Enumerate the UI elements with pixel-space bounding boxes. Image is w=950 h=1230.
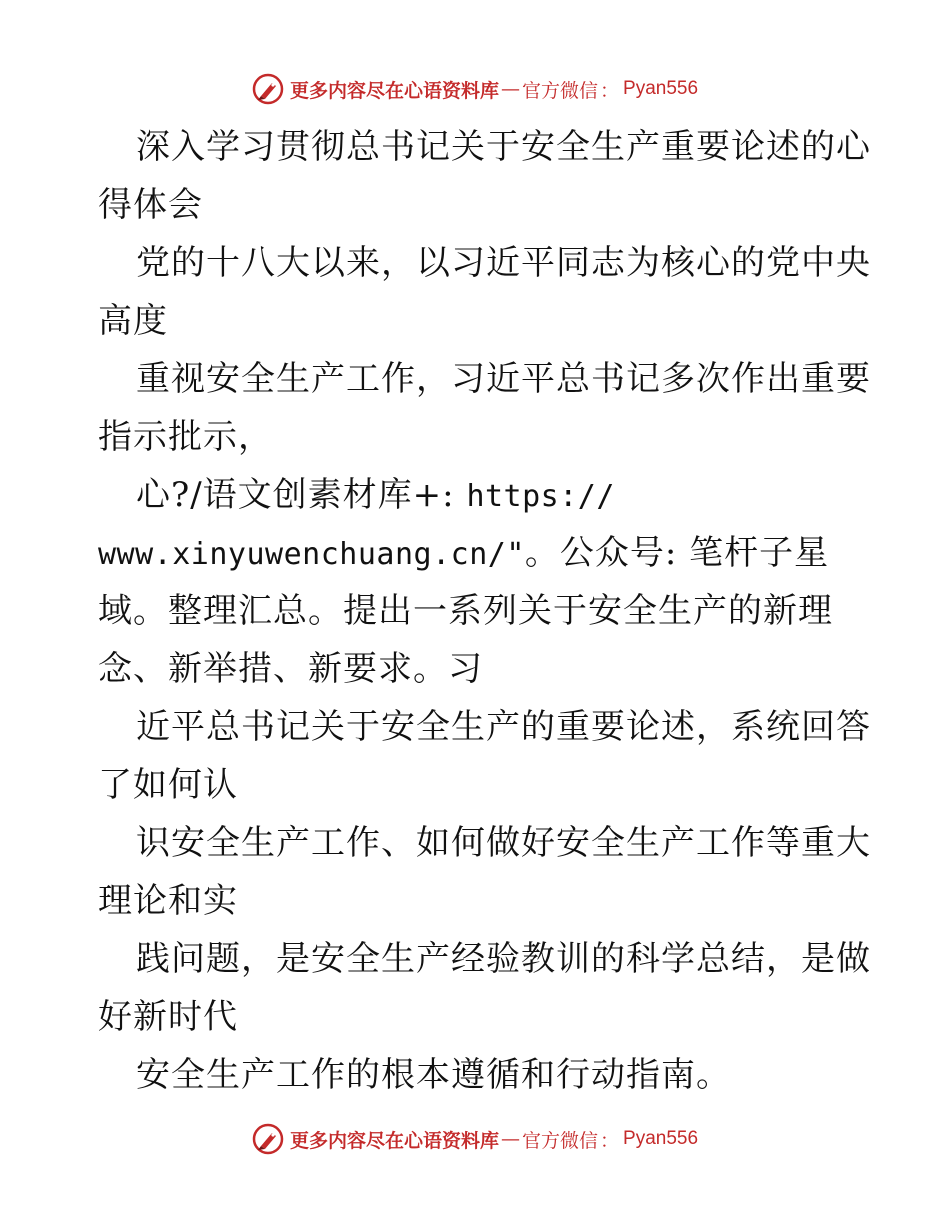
paragraph-line: 重视安全生产工作，习近平总书记多次作出重要 <box>136 359 871 399</box>
paragraph-line: 理论和实 <box>98 881 238 921</box>
pen-nib-logo-icon <box>252 73 284 105</box>
footer-watermark-banner <box>0 1122 950 1156</box>
colon-separator: ： <box>600 1129 620 1152</box>
paragraph-line <box>98 466 858 524</box>
paragraph-line: 好新时代 <box>98 997 238 1037</box>
paragraph-line: 近平总书记关于安全生产的重要论述，系统回答 <box>136 707 871 747</box>
document-body <box>98 118 871 1104</box>
wechat-label: 官方微信 <box>521 79 598 102</box>
paragraph-line: 了如何认 <box>98 765 238 805</box>
title-line: 得体会 <box>98 185 203 225</box>
paragraph-line: 识安全生产工作、如何做好安全生产工作等重大 <box>136 823 871 863</box>
colon-separator: ： <box>600 79 620 102</box>
pen-nib-logo-icon <box>252 1123 284 1155</box>
paragraph-line: 念、新举措、新要求。习 <box>98 649 483 689</box>
header-watermark-banner <box>0 72 950 106</box>
paragraph-line: 安全生产工作的根本遵循和行动指南。 <box>136 1055 731 1095</box>
source-url: https:// <box>466 479 615 514</box>
wechat-label: 官方微信 <box>521 1129 598 1152</box>
source-url: www.xinyuwenchuang.cn/" <box>98 537 525 572</box>
paragraph-line: 域。整理汇总。提出一系列关于安全生产的新理 <box>98 591 833 631</box>
title-line: 深入学习贯彻总书记关于安全生产重要论述的心 <box>136 127 871 167</box>
promo-text: 更多内容尽在心语资料库 <box>289 79 499 102</box>
source-text: 。公众号: 笔杆子星 <box>524 533 830 573</box>
wechat-id: Pyan556 <box>623 78 699 99</box>
dash-separator: — <box>500 1128 520 1150</box>
paragraph-line: 高度 <box>98 301 168 341</box>
promo-text: 更多内容尽在心语资料库 <box>289 1129 499 1152</box>
paragraph-line <box>98 524 858 582</box>
paragraph-line: 指示批示， <box>98 417 273 457</box>
dash-separator: — <box>500 78 520 100</box>
source-text: 心?/语文创素材库+: <box>136 475 467 515</box>
paragraph-line: 践问题，是安全生产经验教训的科学总结，是做 <box>136 939 871 979</box>
wechat-id: Pyan556 <box>623 1128 699 1149</box>
paragraph-line: 党的十八大以来，以习近平同志为核心的党中央 <box>136 243 871 283</box>
